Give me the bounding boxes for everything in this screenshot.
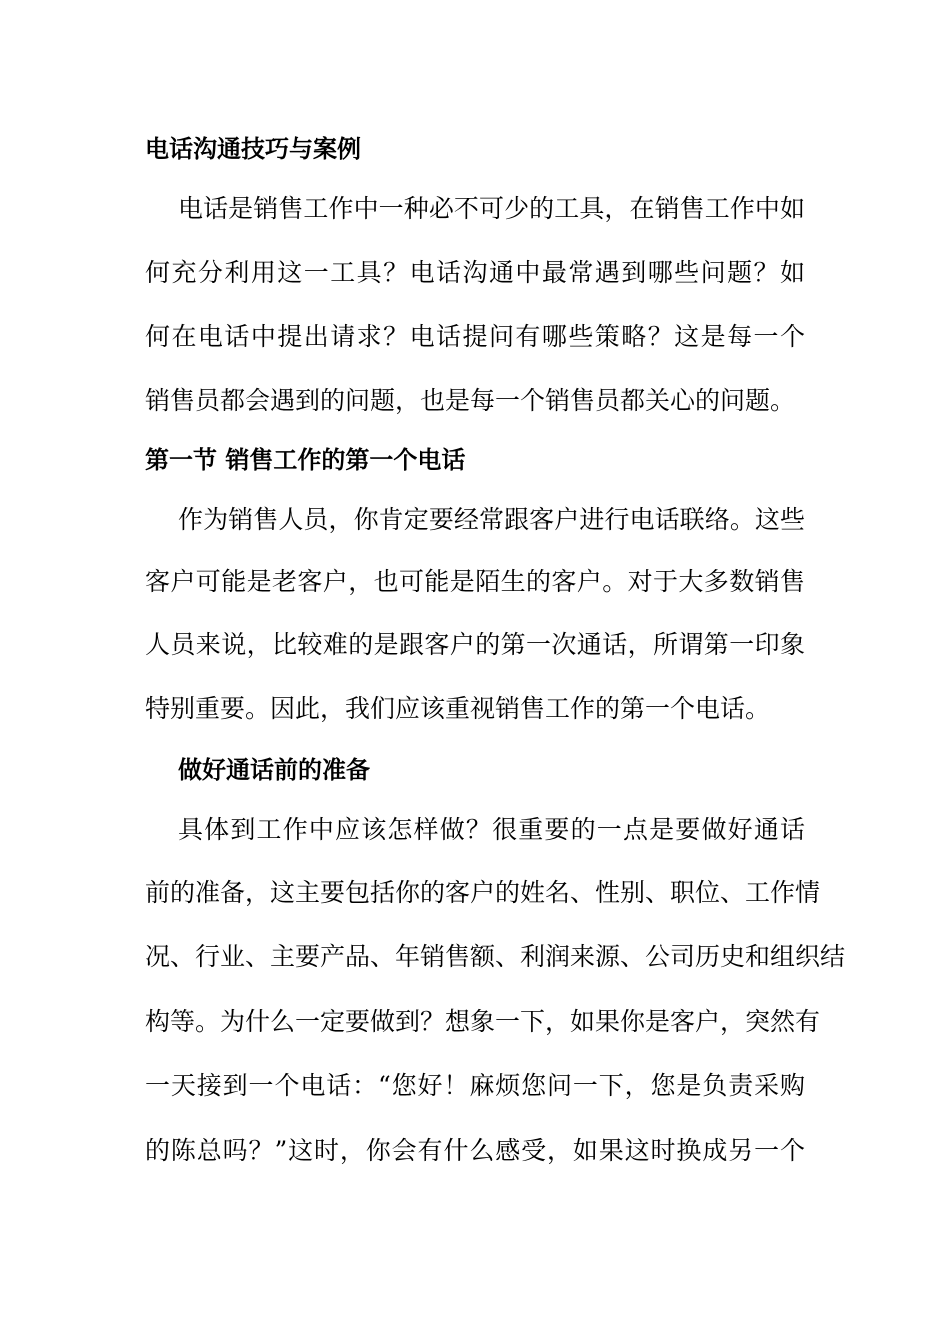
section-para2-line-6: 的陈总吗？”这时，你会有什么感受，如果这时换成另一个 [145,1136,805,1165]
section-para1-line-4: 特别重要。因此，我们应该重视销售工作的第一个电话。 [145,694,771,723]
intro-line-4: 销售员都会遇到的问题，也是每一个销售员都关心的问题。 [145,386,796,415]
section-para2-line-3: 况、行业、主要产品、年销售额、利润来源、公司历史和组织结 [145,942,846,971]
intro-line-2: 何充分利用这一工具？电话沟通中最常遇到哪些问题？如 [145,258,805,287]
section-para2-line-4: 构等。为什么一定要做到？想象一下，如果你是客户，突然有 [145,1007,821,1036]
section-heading: 第一节 销售工作的第一个电话 [145,446,466,474]
document-title: 电话沟通技巧与案例 [145,135,361,163]
section-para1-line-2: 客户可能是老客户，也可能是陌生的客户。对于大多数销售 [145,567,805,596]
section-para1-line-1: 作为销售人员，你肯定要经常跟客户进行电话联络。这些 [178,505,805,534]
section-para2-line-2: 前的准备，这主要包括你的客户的姓名、性别、职位、工作情 [145,878,821,907]
intro-line-3: 何在电话中提出请求？电话提问有哪些策略？这是每一个 [145,322,805,351]
section-para2-line-1: 具体到工作中应该怎样做？很重要的一点是要做好通话 [178,815,805,844]
section-para2-line-5: 一天接到一个电话：“您好！麻烦您问一下，您是负责采购 [145,1071,805,1100]
intro-line-1: 电话是销售工作中一种必不可少的工具，在销售工作中如 [178,194,805,223]
section-para1-line-3: 人员来说，比较难的是跟客户的第一次通话，所谓第一印象 [145,630,805,659]
subsection-heading: 做好通话前的准备 [178,756,370,784]
